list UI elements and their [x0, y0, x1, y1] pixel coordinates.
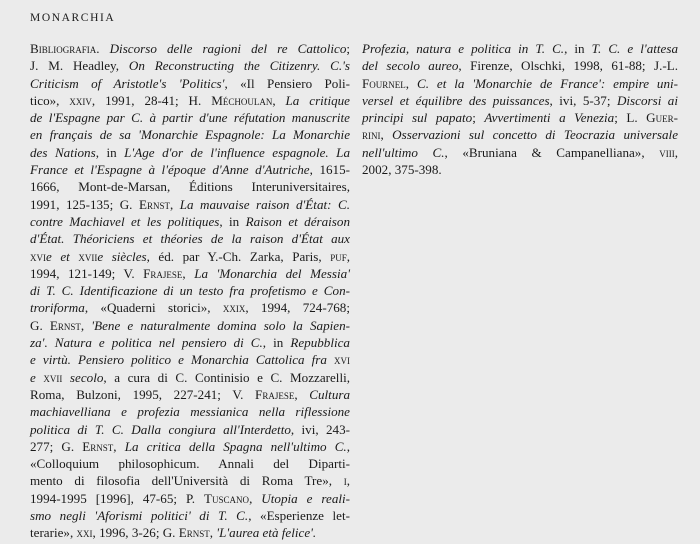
text-segment: Discorsi ai	[616, 92, 678, 108]
text-segment: Ernst	[138, 196, 170, 212]
text-line	[30, 265, 350, 282]
text-segment: Méchoulan	[211, 92, 273, 108]
text-segment: xvii	[43, 369, 63, 385]
text-segment: ; L.	[614, 110, 647, 126]
text-segment: Criticism of Aristotle's 'Politics'	[30, 75, 225, 91]
text-segment: 2002, 375-398.	[362, 162, 442, 178]
text-segment: On Reconstructing the Citizenry. C.'s	[128, 58, 350, 74]
running-head: MONARCHIA	[30, 12, 116, 24]
text-segment: , 1615-	[309, 162, 350, 178]
text-segment: xvi	[334, 352, 350, 368]
text-segment: troriforma	[30, 300, 85, 316]
text-segment: Fournel	[362, 75, 406, 91]
text-segment: Tuscano	[204, 490, 250, 506]
text-line	[30, 57, 350, 74]
text-segment: T. C. e l'attesa	[591, 41, 678, 56]
text-line	[30, 299, 350, 316]
text-line	[362, 109, 678, 126]
text-segment: e et	[46, 248, 79, 264]
text-segment: , Firenze, Olschki, 1998, 61-88; J.-L.	[458, 58, 678, 74]
text-segment: Ernst	[49, 317, 81, 333]
text-line	[362, 126, 678, 143]
text-segment: G.	[30, 317, 50, 333]
text-segment: ,	[169, 196, 180, 212]
text-segment: terarie»,	[30, 525, 77, 541]
text-segment: ,	[182, 265, 195, 281]
text-segment: xvii	[78, 248, 98, 264]
text-segment: Roma, Bulzoni, 1995, 227-241; V.	[30, 386, 256, 402]
text-segment	[100, 41, 110, 56]
text-line	[30, 126, 350, 143]
text-line	[362, 75, 678, 92]
text-segment: za'. Natura e politica nel pensiero di C.	[30, 335, 263, 351]
text-segment: ,	[113, 438, 125, 454]
text-segment: e siècles	[97, 248, 147, 264]
text-line	[362, 40, 678, 57]
text-segment: La critique	[285, 92, 350, 108]
text-segment: ,	[249, 490, 262, 506]
text-segment: France et l'Espagne à l'époque d'Anne d'Autriche	[30, 162, 310, 178]
text-line	[30, 92, 350, 109]
text-segment: ;	[472, 110, 485, 126]
text-segment: 'Bene e naturalmente domina solo la Sapien-	[91, 317, 350, 333]
text-segment: , «Esperienze let-	[248, 508, 350, 524]
text-segment: Frajese	[255, 386, 295, 402]
text-segment: ,	[346, 248, 350, 264]
text-segment: xvi	[30, 248, 46, 264]
text-line	[30, 403, 350, 420]
text-line	[30, 230, 350, 247]
text-segment: Avvertimenti a Venezia	[484, 110, 615, 126]
text-segment: , 1996, 3-26; G.	[92, 525, 179, 541]
text-segment: tico»,	[30, 92, 70, 108]
text-segment: smo negli 'Aforismi politici' di T. C.	[30, 508, 249, 524]
text-segment: e	[30, 369, 44, 385]
text-segment: xxix	[222, 300, 246, 316]
text-line	[30, 334, 350, 351]
text-segment: d'État. Théoriciens et théories de la raison d'État aux	[30, 231, 350, 247]
bibliography-column-right	[362, 40, 678, 178]
text-segment: , «Il Pensiero Poli-	[224, 75, 350, 91]
text-segment: Utopia e reali-	[261, 490, 350, 506]
text-segment: , ivi, 5-37;	[549, 92, 617, 108]
text-segment: 1666, Mont-de-Marsan, Éditions Interuniversitaires,	[30, 179, 350, 195]
text-line	[30, 386, 350, 403]
text-segment: 277; G.	[30, 438, 83, 454]
text-segment: nell'ultimo C.	[362, 144, 445, 160]
text-segment: secolo	[62, 369, 104, 385]
text-segment: xxiv	[69, 92, 92, 108]
text-segment: L'Age d'or de l'influence espagnole. La	[124, 144, 350, 160]
text-segment: ,	[346, 438, 350, 454]
text-segment: «Colloquium philosophicum. Annali del Diparti-	[30, 456, 350, 472]
text-line	[362, 161, 678, 178]
text-line	[362, 144, 678, 161]
text-segment: Ernst	[178, 525, 210, 541]
text-line	[30, 472, 350, 489]
text-segment: Cultura	[309, 386, 351, 402]
text-line	[30, 144, 350, 161]
text-segment: de l'Espagne par C. à partir d'une réfutation manuscrite	[30, 110, 350, 126]
text-line	[30, 317, 350, 334]
text-segment: Discorso delle ragioni del re Cattolico	[109, 41, 347, 56]
text-segment: , 1994, 724-768;	[245, 300, 350, 316]
text-segment: , in	[262, 335, 291, 351]
text-line	[30, 369, 350, 386]
text-line	[30, 109, 350, 126]
text-segment: en français de sa 'Monarchie Espagnole: La Monarchie	[30, 127, 350, 143]
text-line	[30, 248, 350, 265]
text-line	[30, 161, 350, 178]
text-segment: Repubblica	[290, 335, 350, 351]
text-segment: Guer-	[646, 110, 678, 126]
text-segment: mento di filosofia dell'Università di Roma Tre»,	[30, 473, 344, 489]
text-segment: Bibliografia.	[30, 41, 100, 56]
text-segment: puf	[330, 248, 347, 264]
text-line	[30, 351, 350, 368]
text-segment: viii	[659, 144, 675, 160]
text-segment: del secolo aureo	[362, 58, 459, 74]
text-segment: e virtù. Pensiero politico e Monarchia Cattolica fra	[30, 352, 334, 368]
text-line	[30, 75, 350, 92]
bibliography-column-left	[30, 40, 350, 542]
text-line	[30, 178, 350, 195]
text-line	[30, 40, 350, 57]
text-segment: 1991, 125-135; G.	[30, 196, 139, 212]
text-segment: principi sul papato	[362, 110, 473, 126]
text-line	[30, 455, 350, 472]
text-segment: ,	[209, 525, 217, 541]
text-line	[30, 438, 350, 455]
text-segment: i	[343, 473, 347, 489]
text-segment: 1994-1995 [1996], 47-65; P.	[30, 490, 205, 506]
text-segment: , «Bruniana & Campanelliana»,	[444, 144, 660, 160]
text-segment: rini	[362, 127, 381, 143]
text-segment: 1994, 121-149; V.	[30, 265, 144, 281]
text-segment: ,	[674, 144, 678, 160]
text-line	[30, 524, 350, 541]
text-segment: C. et la 'Monarchie de France': empire uni-	[416, 75, 679, 91]
text-line	[362, 57, 678, 74]
text-segment: ,	[80, 317, 92, 333]
text-line	[362, 92, 678, 109]
text-segment: ,	[272, 92, 286, 108]
text-segment: Frajese	[143, 265, 183, 281]
text-segment: Raison et déraison	[245, 213, 350, 229]
text-segment: , a cura di C. Continisio e C. Mozzarelli,	[103, 369, 350, 385]
text-line	[30, 490, 350, 507]
text-segment: ,	[380, 127, 393, 143]
text-segment: La 'Monarchia del Messia'	[194, 265, 350, 281]
text-line	[30, 507, 350, 524]
text-segment: , ivi, 243-	[290, 421, 351, 437]
text-segment: politica di T. C. Dalla congiura all'Interdetto	[30, 421, 291, 437]
text-segment: J. M. Headley,	[30, 58, 129, 74]
text-segment: , «Quaderni storici»,	[84, 300, 223, 316]
text-segment: ,	[294, 386, 310, 402]
text-segment: Osservazioni sul concetto di Teocrazia universale	[392, 127, 679, 143]
text-segment: Ernst	[82, 438, 114, 454]
text-segment: ,	[346, 473, 350, 489]
text-segment: , in	[95, 144, 125, 160]
text-segment: 'L'aurea età felice'.	[216, 525, 317, 541]
text-segment: , in	[564, 41, 592, 56]
text-segment: contre Machiavel et les politiques	[30, 213, 220, 229]
text-segment: La critica della Spagna nell'ultimo C.	[124, 438, 347, 454]
text-segment: machiavelliana e profezia messianica nella riflessione	[30, 404, 350, 420]
text-segment: xxi	[76, 525, 93, 541]
text-segment: La mauvaise raison d'État: C.	[179, 196, 350, 212]
text-line	[30, 213, 350, 230]
text-segment: , éd. par Y.-Ch. Zarka, Paris,	[146, 248, 331, 264]
text-line	[30, 196, 350, 213]
text-segment: , 1991, 28-41; H.	[91, 92, 212, 108]
text-line	[30, 282, 350, 299]
text-segment: ,	[405, 75, 417, 91]
text-line	[30, 421, 350, 438]
text-segment: versel et équilibre des puissances	[362, 92, 550, 108]
text-segment: , in	[219, 213, 246, 229]
text-segment: Profezia, natura e politica in T. C.	[362, 41, 565, 56]
text-segment: des Nations	[30, 144, 96, 160]
text-segment: di T. C. Identificazione di un testo fra profetismo e Con-	[30, 283, 350, 299]
text-segment: ;	[346, 41, 351, 56]
